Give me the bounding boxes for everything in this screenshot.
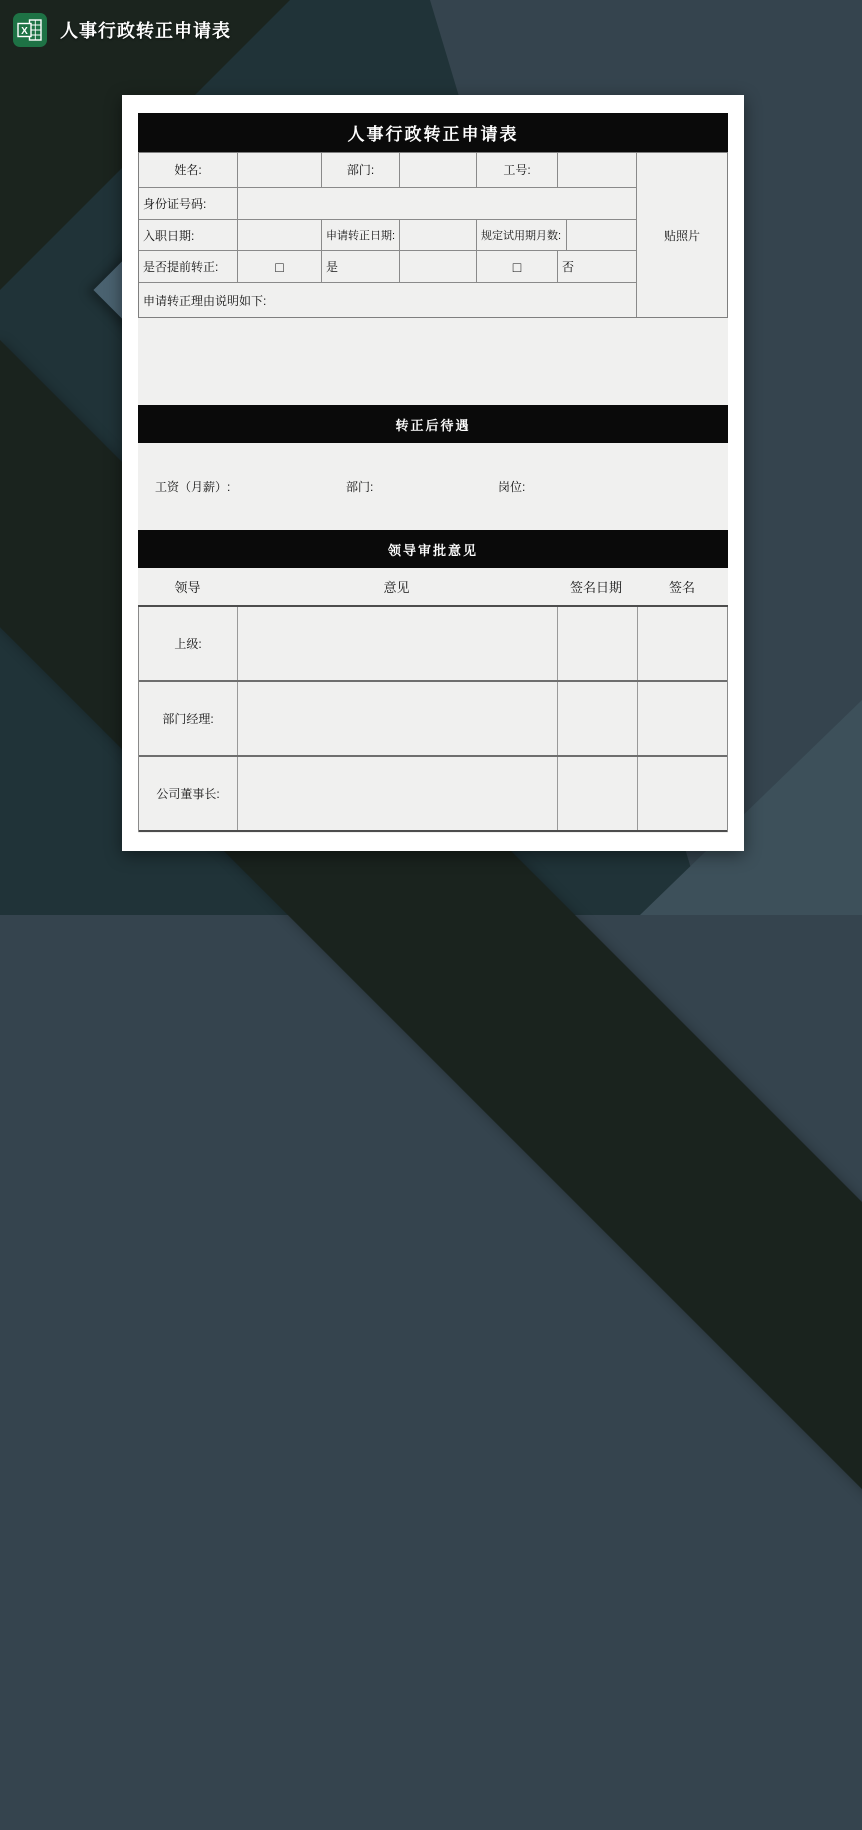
benefits-section-bar: 转正后待遇: [138, 405, 728, 443]
dept-manager-opinion-cell[interactable]: [238, 682, 558, 755]
probation-months-value-cell[interactable]: [567, 220, 637, 252]
emp-no-value-cell[interactable]: [558, 153, 637, 188]
dept-label: 部门:: [322, 153, 400, 188]
superior-sign-date-cell[interactable]: [558, 607, 638, 680]
early-regular-label: 是否提前转正:: [139, 251, 238, 283]
basic-info-table: [138, 152, 728, 318]
svg-text:X: X: [21, 26, 28, 37]
table-row: [139, 153, 637, 188]
emp-no-label: 工号:: [477, 153, 558, 188]
table-row: [139, 188, 637, 220]
salary-label: 工资（月薪）:: [155, 480, 231, 494]
app-header: [0, 0, 862, 60]
name-value-cell[interactable]: [238, 153, 322, 188]
name-label: 姓名:: [139, 153, 238, 188]
chairman-sign-date-cell[interactable]: [558, 757, 638, 830]
table-row: [139, 757, 727, 832]
checkbox-icon: □: [275, 258, 284, 275]
regular-date-label: 申请转正日期:: [322, 220, 400, 252]
dept-manager-signature-cell[interactable]: [638, 682, 727, 755]
reason-label: 申请转正理由说明如下:: [139, 283, 637, 317]
form-title-bar: 人事行政转正申请表: [138, 113, 728, 152]
probation-months-label: 规定试用期月数:: [477, 220, 567, 252]
form-preview-card: [122, 95, 744, 851]
yes-checkbox[interactable]: [238, 251, 322, 283]
id-number-label: 身份证号码:: [139, 188, 238, 220]
chairman-label: 公司董事长:: [139, 757, 238, 830]
superior-label: 上级:: [139, 607, 238, 680]
checkbox-icon: □: [512, 258, 522, 275]
table-row: [139, 682, 727, 757]
approval-header-leader: 领导: [174, 580, 201, 595]
approval-header-opinion: 意见: [383, 580, 410, 595]
yes-label: 是: [322, 251, 400, 283]
no-label: 否: [558, 251, 637, 283]
approval-header-row: [138, 568, 728, 607]
chairman-signature-cell[interactable]: [638, 757, 727, 830]
reason-blank-area[interactable]: [138, 318, 728, 405]
basic-info-left: [139, 153, 637, 317]
table-row: [139, 251, 637, 283]
no-checkbox[interactable]: [477, 251, 558, 283]
early-regular-blank-cell[interactable]: [400, 251, 477, 283]
post-label: 岗位:: [498, 480, 526, 494]
form: [138, 113, 728, 833]
photo-paste-area[interactable]: 贴照片: [663, 228, 700, 243]
benefits-dept-label: 部门:: [346, 480, 374, 494]
approval-section-bar: 领导审批意见: [138, 530, 728, 568]
id-number-value-cell[interactable]: [238, 188, 637, 220]
hire-date-value-cell[interactable]: [238, 220, 322, 252]
dept-manager-label: 部门经理:: [139, 682, 238, 755]
superior-opinion-cell[interactable]: [238, 607, 558, 680]
table-row: [139, 283, 637, 317]
excel-icon: [13, 13, 47, 47]
dept-value-cell[interactable]: [400, 153, 477, 188]
superior-signature-cell[interactable]: [638, 607, 727, 680]
hire-date-label: 入职日期:: [139, 220, 238, 252]
approval-header-signature: 签名: [668, 580, 695, 595]
table-row: [139, 607, 727, 682]
chairman-opinion-cell[interactable]: [238, 757, 558, 830]
table-row: [139, 220, 637, 252]
approval-header-sign-date: 签名日期: [569, 580, 622, 595]
benefits-section: [138, 443, 728, 530]
dept-manager-sign-date-cell[interactable]: [558, 682, 638, 755]
regular-date-value-cell[interactable]: [400, 220, 477, 252]
approval-table: [138, 607, 728, 832]
page-title: 人事行政转正申请表: [60, 21, 231, 41]
